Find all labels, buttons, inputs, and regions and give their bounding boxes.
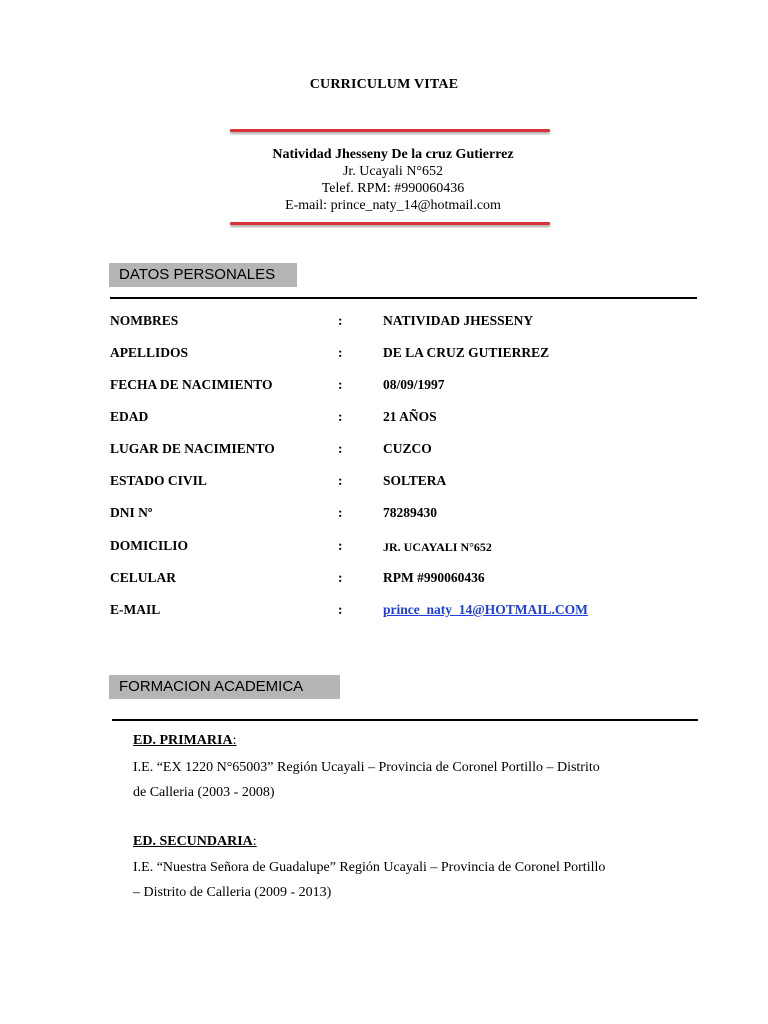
secondary-education-heading: ED. SECUNDARIA — [133, 834, 253, 849]
row-label: NOMBRES — [110, 313, 179, 328]
row-value: JR. UCAYALI N°652 — [383, 540, 492, 554]
row-label: EDAD — [110, 409, 149, 424]
row-value: RPM #990060436 — [383, 570, 485, 585]
row-colon: : — [338, 313, 343, 328]
row-colon: : — [338, 441, 343, 456]
row-label: DOMICILIO — [110, 538, 189, 553]
row-value: 08/09/1997 — [383, 377, 445, 392]
primary-education-heading: ED. PRIMARIA — [133, 733, 233, 748]
row-colon: : — [338, 570, 343, 585]
contact-name: Natividad Jhesseny De la cruz Gutierrez — [272, 147, 514, 162]
row-colon: : — [338, 409, 343, 424]
row-label: CELULAR — [110, 570, 177, 585]
secondary-education-colon: : — [252, 834, 257, 849]
row-value: CUZCO — [383, 441, 432, 456]
contact-block — [0, 146, 768, 214]
primary-education-line1: I.E. “EX 1220 N°65003” Región Ucayali – Provincia de Coronel Portillo – Distrito — [133, 760, 600, 775]
primary-education-colon: : — [232, 733, 237, 748]
row-label: ESTADO CIVIL — [110, 473, 207, 488]
top-red-divider — [230, 129, 550, 132]
personal-row-apellidos — [110, 345, 710, 365]
secondary-education-line1: I.E. “Nuestra Señora de Guadalupe” Región Ucayali – Provincia de Coronel Portillo — [133, 860, 606, 875]
primary-education-line2: de Calleria (2003 - 2008) — [133, 785, 275, 800]
row-value: DE LA CRUZ GUTIERREZ — [383, 345, 550, 360]
secondary-education-text — [133, 855, 693, 905]
personal-row-celular — [110, 570, 710, 590]
personal-section-heading: DATOS PERSONALES — [109, 263, 297, 287]
email-link[interactable]: prince_naty_14@HOTMAIL.COM — [383, 602, 588, 617]
contact-email: E-mail: prince_naty_14@hotmail.com — [285, 198, 501, 213]
row-label: APELLIDOS — [110, 345, 189, 360]
primary-education-heading-line — [133, 733, 236, 749]
personal-row-dni — [110, 505, 710, 525]
row-label: E-MAIL — [110, 602, 161, 617]
contact-address: Jr. Ucayali N°652 — [342, 164, 444, 179]
row-colon: : — [338, 602, 343, 617]
row-colon: : — [338, 538, 343, 553]
row-value: NATIVIDAD JHESSENY — [383, 313, 534, 328]
personal-row-estado-civil — [110, 473, 710, 493]
personal-row-nombres — [110, 313, 710, 333]
bottom-red-divider — [230, 222, 550, 225]
secondary-education-heading-line — [133, 834, 257, 850]
personal-row-lugar-nacimiento — [110, 441, 710, 461]
primary-education-text — [133, 755, 693, 805]
academic-section-heading: FORMACION ACADEMICA — [109, 675, 340, 699]
personal-row-domicilio — [110, 538, 710, 558]
personal-row-fecha-nacimiento — [110, 377, 710, 397]
row-value: SOLTERA — [383, 473, 447, 488]
row-label: DNI Nº — [110, 505, 153, 520]
personal-section-rule — [110, 297, 697, 299]
row-value: 78289430 — [383, 505, 437, 520]
document-title: CURRICULUM VITAE — [309, 77, 459, 92]
row-value — [383, 602, 588, 618]
personal-row-edad — [110, 409, 710, 429]
row-colon: : — [338, 473, 343, 488]
row-label: LUGAR DE NACIMIENTO — [110, 441, 275, 456]
contact-phone: Telef. RPM: #990060436 — [321, 181, 465, 196]
row-value: 21 AÑOS — [383, 409, 437, 424]
row-colon: : — [338, 505, 343, 520]
row-label: FECHA DE NACIMIENTO — [110, 377, 273, 392]
personal-row-email — [110, 602, 710, 622]
row-colon: : — [338, 345, 343, 360]
secondary-education-line2: – Distrito de Calleria (2009 - 2013) — [133, 885, 332, 900]
row-colon: : — [338, 377, 343, 392]
academic-section-rule — [112, 719, 698, 721]
